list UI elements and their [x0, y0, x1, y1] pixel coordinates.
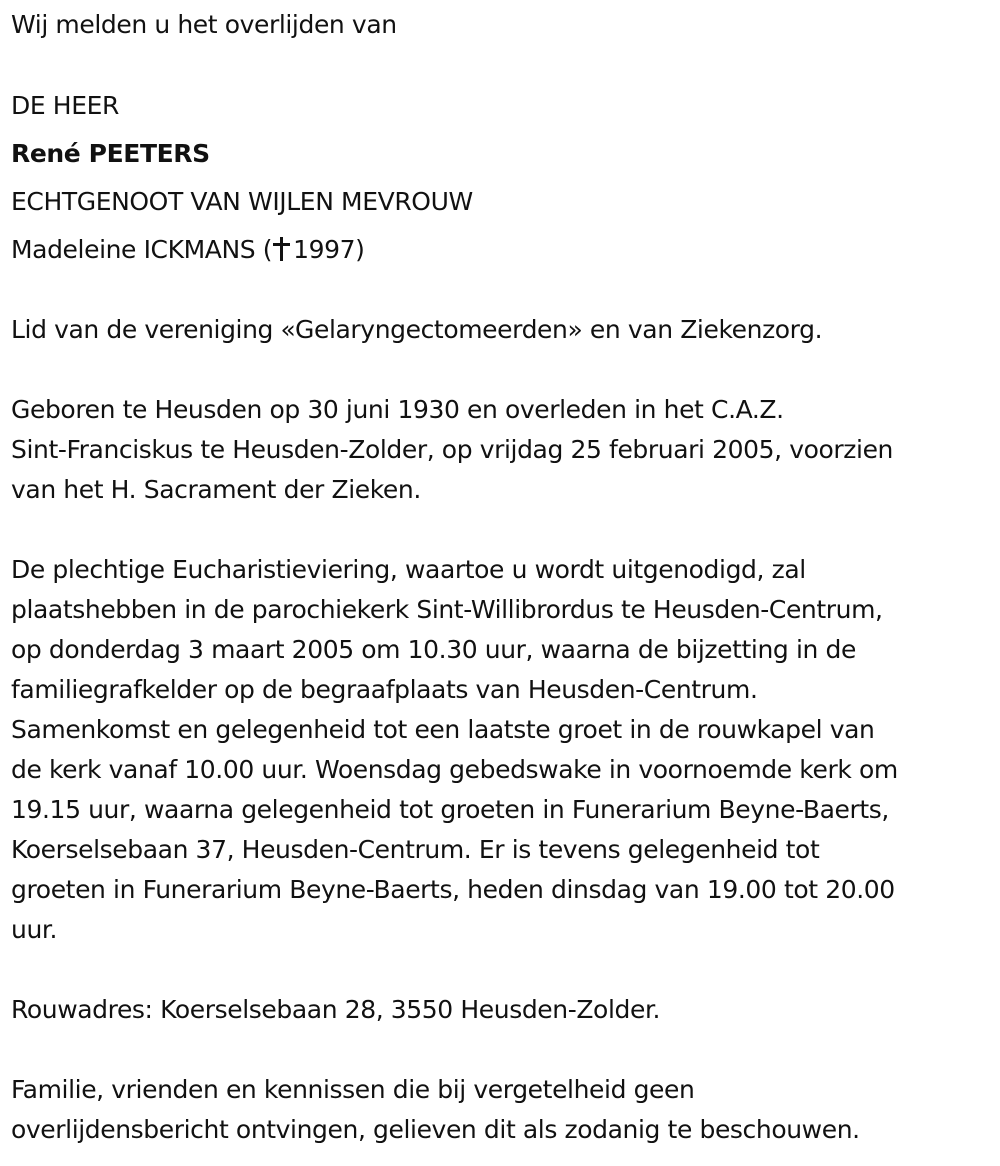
- mourning-address: Rouwadres: Koerselsebaan 28, 3550 Heusden-Zolder.: [11, 995, 661, 1024]
- spouse-label: ECHTGENOOT VAN WIJLEN MEVROUW: [11, 187, 473, 216]
- spouse-death-year: 1997): [293, 235, 365, 264]
- birth-line: van het H. Sacrament der Zieken.: [11, 475, 421, 504]
- ceremony-line: Koerselsebaan 37, Heusden-Centrum. Er is tevens gelegenheid tot: [11, 835, 820, 864]
- ceremony-line: groeten in Funerarium Beyne-Baerts, heden dinsdag van 19.00 tot 20.00: [11, 875, 895, 904]
- birth-line: Geboren te Heusden op 30 juni 1930 en overleden in het C.A.Z.: [11, 395, 784, 424]
- membership-text: Lid van de vereniging «Gelaryngectomeerden» en van Ziekenzorg.: [11, 315, 823, 344]
- honorific: DE HEER: [11, 91, 119, 120]
- cross-icon: [273, 237, 290, 261]
- ceremony-line: De plechtige Eucharistieviering, waartoe u wordt uitgenodigd, zal: [11, 555, 806, 584]
- closing-line: Familie, vrienden en kennissen die bij vergetelheid geen: [11, 1075, 695, 1104]
- birth-line: Sint-Franciskus te Heusden-Zolder, op vrijdag 25 februari 2005, voorzien: [11, 435, 893, 464]
- intro-text: Wij melden u het overlijden van: [11, 10, 397, 39]
- ceremony-line: familiegrafkelder op de begraafplaats van Heusden-Centrum.: [11, 675, 758, 704]
- closing-line: overlijdensbericht ontvingen, gelieven dit als zodanig te beschouwen.: [11, 1115, 860, 1144]
- ceremony-line: op donderdag 3 maart 2005 om 10.30 uur, waarna de bijzetting in de: [11, 635, 856, 664]
- deceased-name: René PEETERS: [11, 139, 210, 168]
- spouse-line: [11, 235, 365, 265]
- ceremony-line: plaatshebben in de parochiekerk Sint-Willibrordus te Heusden-Centrum,: [11, 595, 883, 624]
- ceremony-line: uur.: [11, 915, 58, 944]
- spouse-name: Madeleine ICKMANS (: [11, 235, 273, 264]
- ceremony-line: de kerk vanaf 10.00 uur. Woensdag gebedswake in voornoemde kerk om: [11, 755, 898, 784]
- ceremony-line: 19.15 uur, waarna gelegenheid tot groeten in Funerarium Beyne-Baerts,: [11, 795, 889, 824]
- ceremony-line: Samenkomst en gelegenheid tot een laatste groet in de rouwkapel van: [11, 715, 875, 744]
